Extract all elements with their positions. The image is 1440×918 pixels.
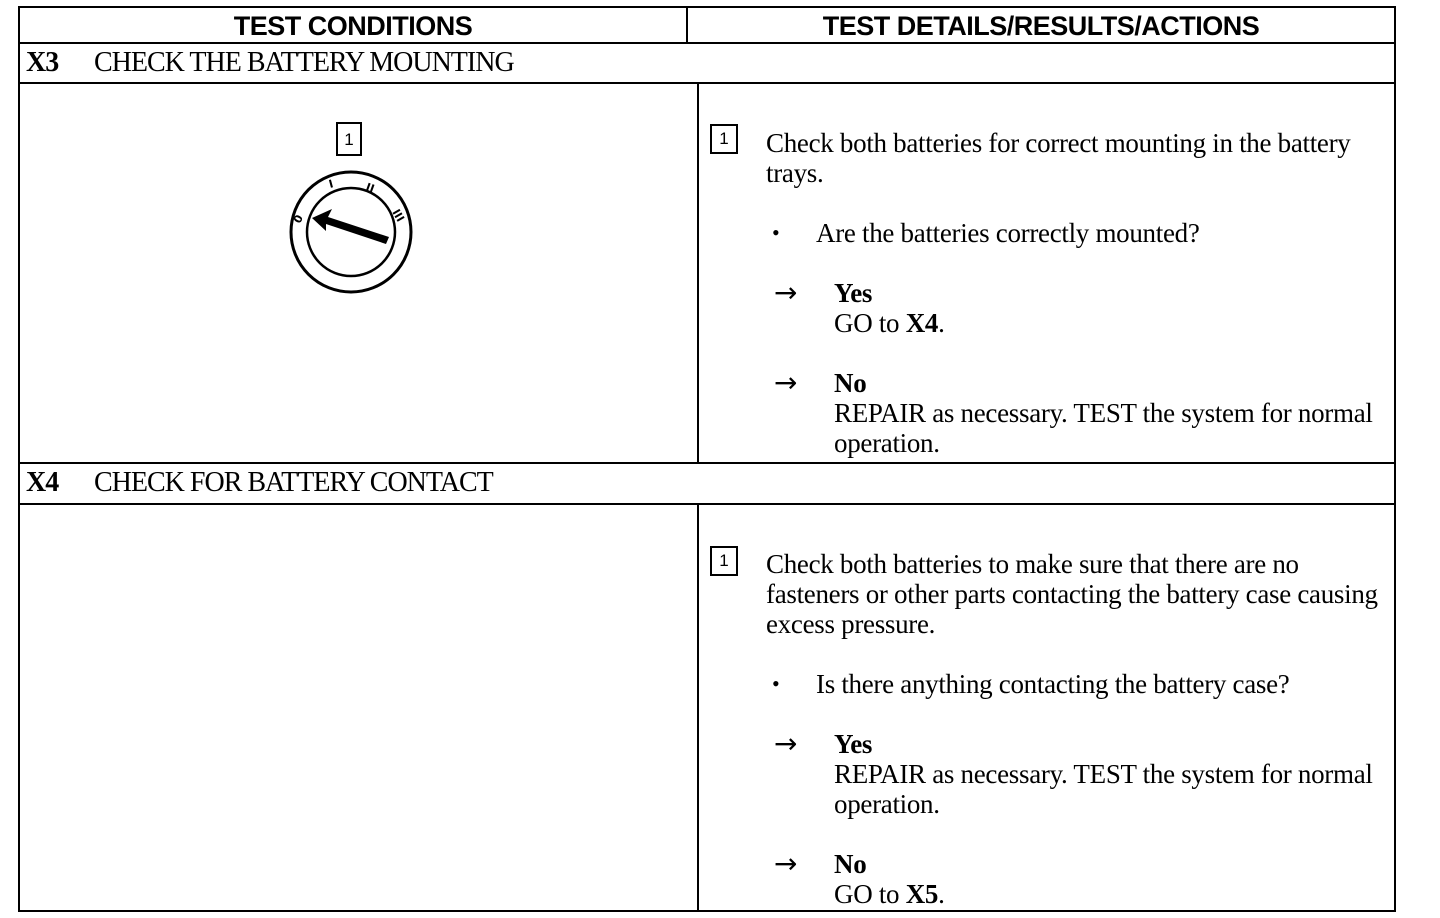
action-text: GO to (834, 308, 906, 338)
bullet-dot: • (772, 671, 780, 696)
question-text: Are the batteries correctly mounted? (816, 218, 1200, 248)
goto-target: X5 (905, 879, 939, 909)
svg-text:II: II (363, 180, 377, 196)
header-test-conditions: TEST CONDITIONS (233, 11, 473, 41)
arrow-right-icon: → (774, 366, 798, 399)
arrow-right-icon: → (774, 276, 798, 309)
rule-x4-header (20, 503, 1394, 505)
action-text: GO to (834, 879, 906, 909)
illustration-step-box: 1 (336, 122, 362, 156)
action-suffix: . (938, 308, 945, 338)
no-label: No (834, 368, 867, 398)
step-number-box: 1 (710, 546, 738, 576)
diagnostic-table (18, 6, 1396, 912)
svg-text:III: III (389, 207, 407, 225)
column-divider-x4 (697, 505, 699, 912)
arrow-right-icon: → (774, 847, 798, 880)
svg-text:0: 0 (290, 212, 306, 226)
section-title: CHECK FOR BATTERY CONTACT (94, 467, 493, 498)
action-suffix: . (938, 879, 945, 909)
header-test-details: TEST DETAILS/RESULTS/ACTIONS (822, 11, 1260, 41)
no-action (834, 879, 945, 909)
step-instruction: Check both batteries for correct mounting in the battery trays. (766, 128, 1351, 188)
yes-action (834, 308, 945, 338)
no-action: REPAIR as necessary. TEST the system for normal operation. (834, 398, 1373, 458)
svg-text:I: I (327, 177, 335, 191)
section-title: CHECK THE BATTERY MOUNTING (94, 47, 514, 78)
header-divider (686, 8, 688, 42)
section-header-x4 (20, 464, 1396, 502)
arrow-right-icon: → (774, 727, 798, 760)
yes-action: REPAIR as necessary. TEST the system for normal operation. (834, 759, 1373, 819)
column-divider-x3 (697, 84, 699, 462)
no-label: No (834, 849, 867, 879)
yes-label: Yes (834, 278, 873, 308)
section-code: X4 (26, 467, 59, 498)
section-code: X3 (26, 47, 59, 78)
step-instruction: Check both batteries to make sure that there are no fasteners or other parts contacting the battery case causing excess pressure. (766, 549, 1378, 639)
bullet-dot: • (772, 220, 780, 245)
section-header-x3 (20, 44, 1396, 82)
goto-target: X4 (905, 308, 939, 338)
yes-label: Yes (834, 729, 873, 759)
rule-x3-header (20, 82, 1394, 84)
step-number-box: 1 (710, 124, 738, 154)
question-text: Is there anything contacting the battery case? (816, 669, 1290, 699)
ignition-switch-icon (286, 168, 416, 298)
